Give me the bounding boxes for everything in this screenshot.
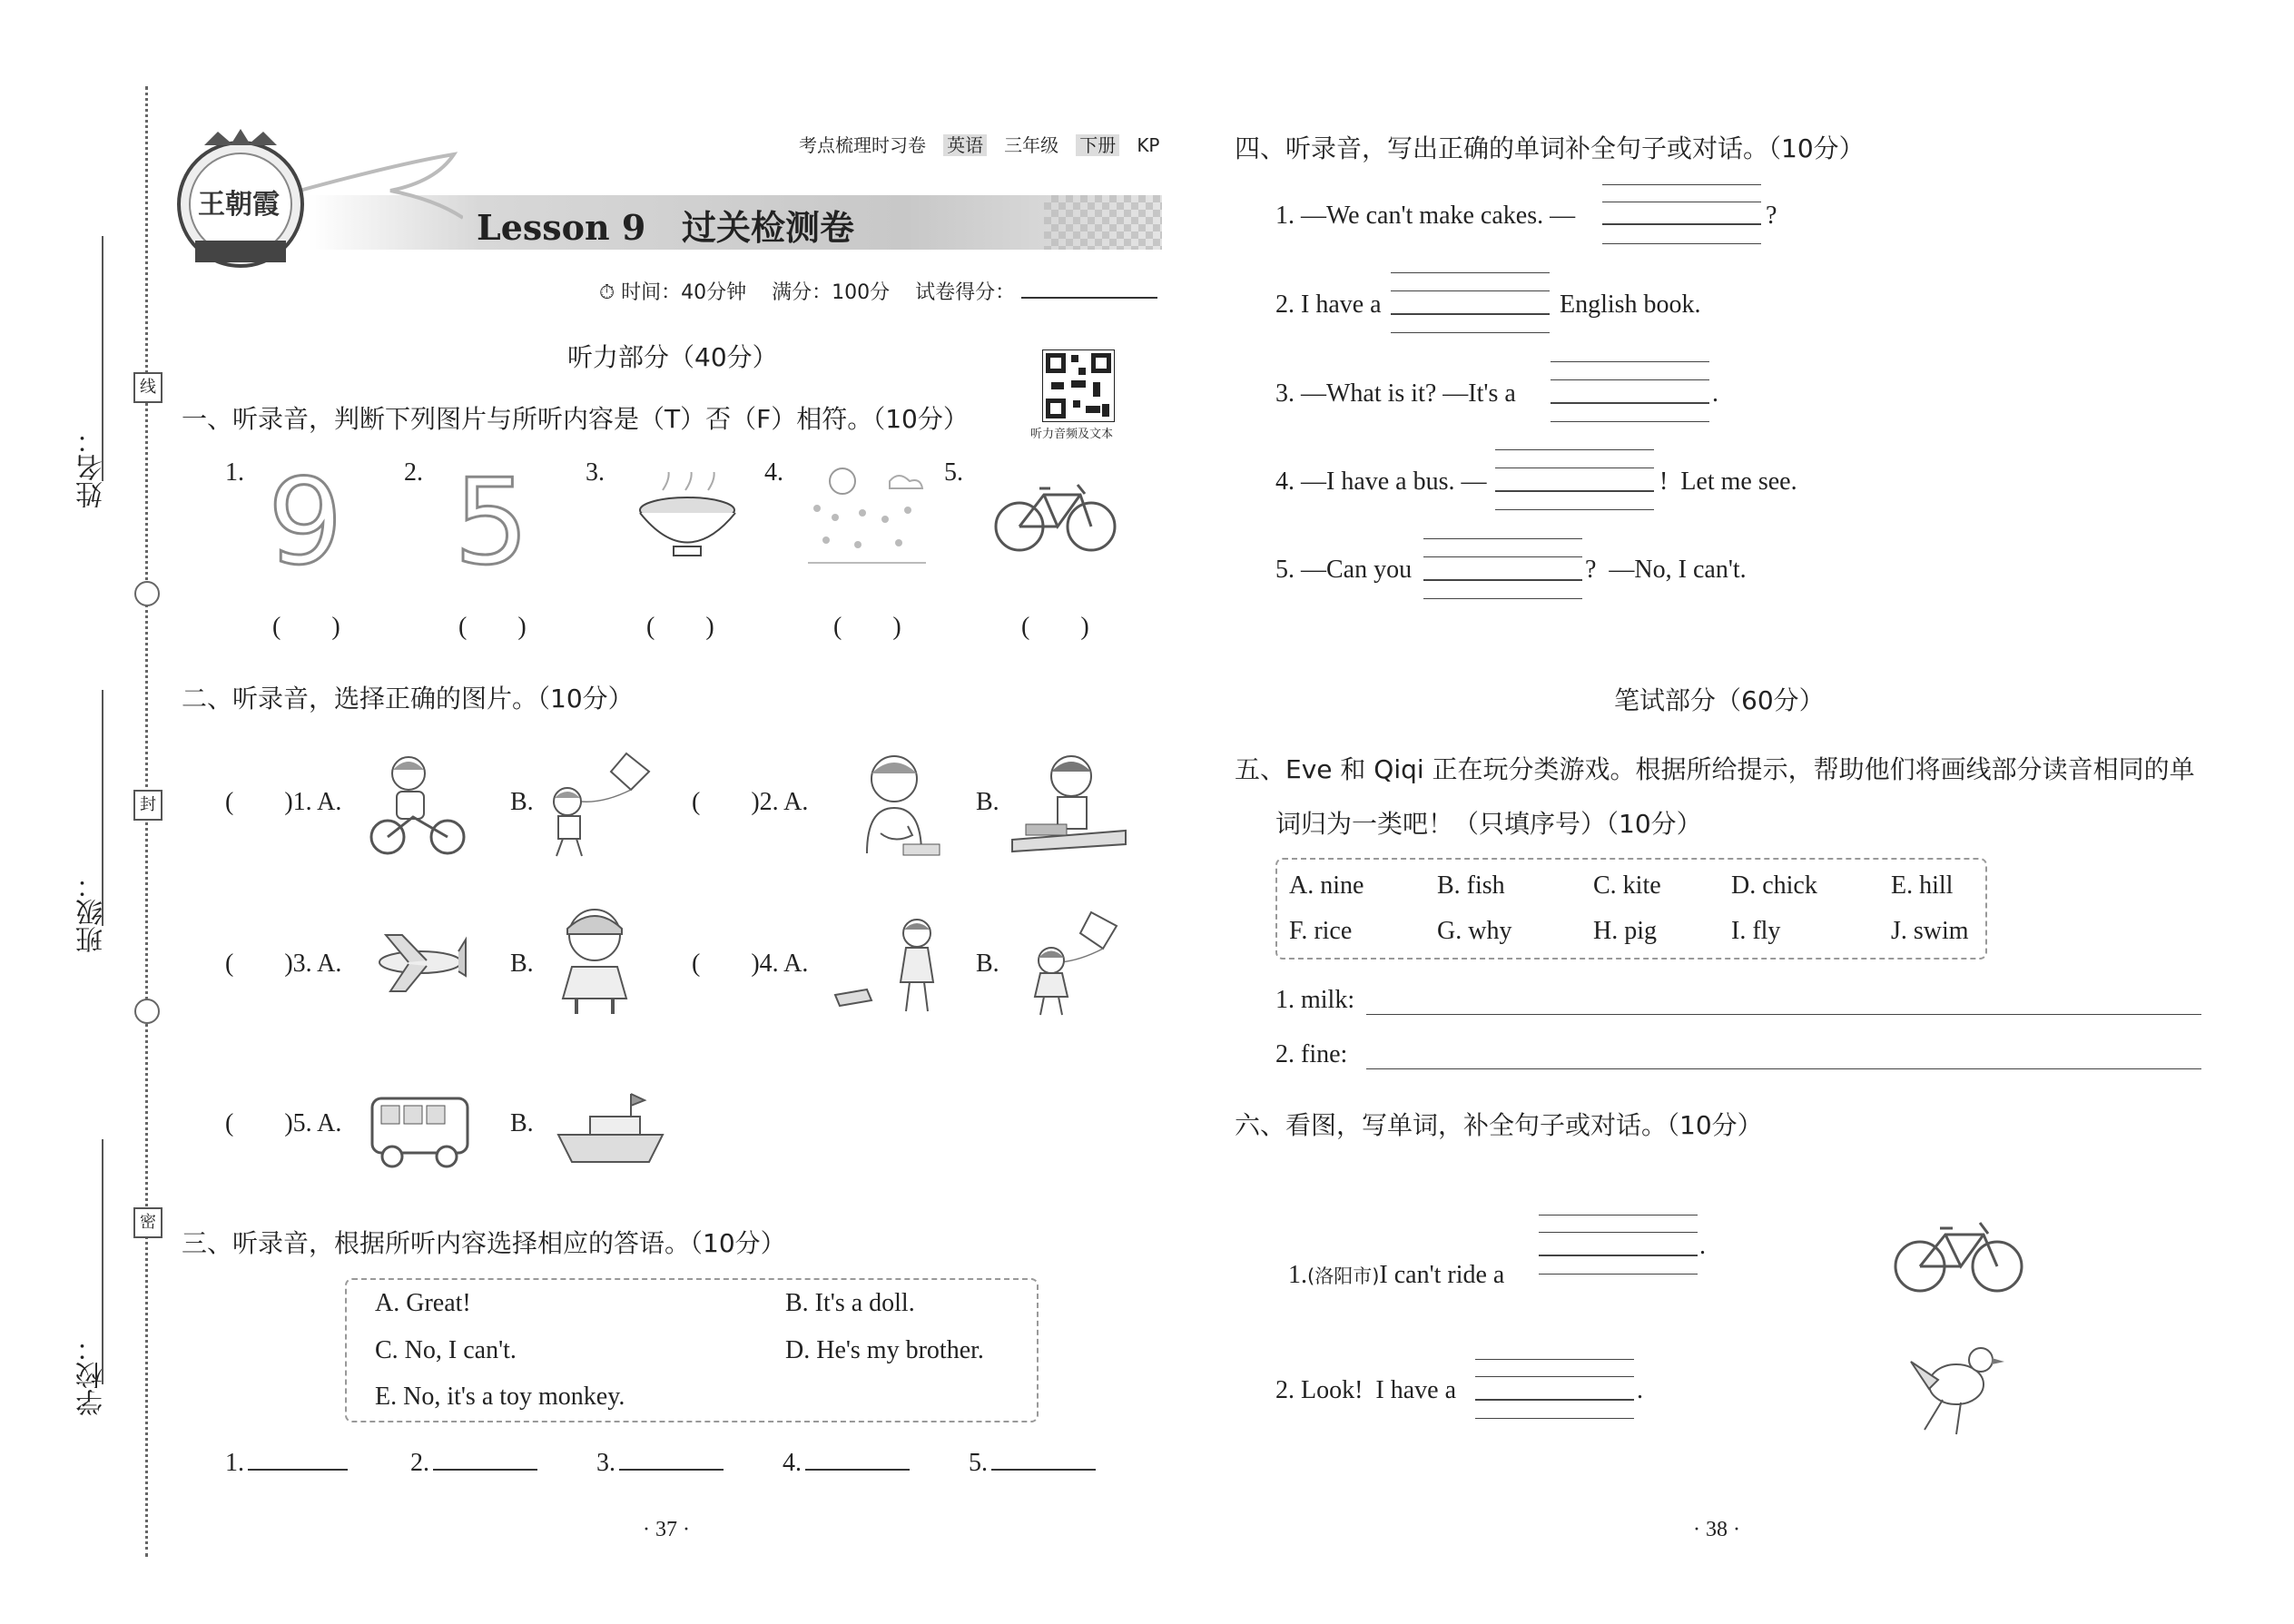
word-option: E. hill bbox=[1891, 871, 1954, 900]
score-blank[interactable] bbox=[1021, 297, 1157, 299]
class-label: 班级： bbox=[76, 871, 108, 953]
score-label: 试卷得分： bbox=[915, 281, 1016, 304]
guide-line bbox=[1551, 361, 1709, 362]
spring-scene-picture bbox=[799, 463, 935, 572]
writing-line[interactable] bbox=[1551, 402, 1709, 404]
answer-paren[interactable]: ( ) bbox=[458, 613, 527, 641]
answer-line[interactable] bbox=[1366, 1068, 2201, 1069]
guide-line bbox=[1495, 449, 1654, 450]
guide-line bbox=[1495, 509, 1654, 510]
guide-line bbox=[1602, 184, 1761, 185]
bus-picture bbox=[363, 1089, 477, 1171]
writing-line[interactable] bbox=[1602, 223, 1761, 225]
part1-num: 3. bbox=[586, 458, 605, 487]
boy-riding-bike-picture bbox=[368, 753, 468, 858]
option-b[interactable]: B. bbox=[510, 788, 534, 816]
page-number-right: · 38 · bbox=[1693, 1518, 1740, 1541]
number-five-picture: 5 bbox=[454, 453, 529, 591]
word-option: I. fly bbox=[1731, 917, 1781, 945]
checker-decoration bbox=[1044, 195, 1162, 250]
part3-answer[interactable] bbox=[596, 1449, 724, 1478]
full-score-label: 满分：100分 bbox=[772, 281, 891, 304]
guide-line bbox=[1391, 332, 1550, 333]
part4-line-5-text: 5. —Can you bbox=[1275, 556, 1413, 584]
guide-line bbox=[1423, 598, 1582, 599]
bird-picture bbox=[1906, 1334, 2011, 1439]
part4-line-4-end: ! Let me see. bbox=[1659, 468, 1797, 496]
binding-hole-icon bbox=[134, 581, 160, 606]
part3-option: E. No, it's a toy monkey. bbox=[375, 1383, 625, 1411]
word-option: B. fish bbox=[1437, 871, 1505, 900]
guide-line bbox=[1551, 421, 1709, 422]
exam-info bbox=[599, 277, 1157, 305]
part6-q1-text: I can't ride a bbox=[1379, 1261, 1505, 1289]
part3-option: C. No, I can't. bbox=[375, 1336, 517, 1364]
guide-line bbox=[1475, 1418, 1634, 1419]
grade-label: 三年级 bbox=[1004, 134, 1059, 156]
part6-q1-end: . bbox=[1699, 1232, 1706, 1260]
part5-heading-cont: 词归为一类吧！（只填序号）（10分） bbox=[1275, 809, 1702, 839]
region-tag: (洛阳市) bbox=[1307, 1265, 1380, 1287]
boy-eating-picture bbox=[844, 753, 944, 858]
part6-heading: 六、看图，写单词，补全句子或对话。（10分） bbox=[1235, 1110, 1763, 1140]
part5-q2: 2. fine: bbox=[1275, 1040, 1348, 1068]
qr-code-icon bbox=[1042, 349, 1115, 422]
answer-paren[interactable]: ( ) bbox=[646, 613, 714, 641]
binding-dotted-line bbox=[145, 86, 148, 1557]
toy-plane-picture bbox=[368, 926, 468, 999]
answer-line[interactable] bbox=[1366, 1014, 2201, 1015]
part4-heading: 四、听录音，写出正确的单词补全句子或对话。（10分） bbox=[1235, 133, 1865, 163]
part4-line-1-end: ? bbox=[1766, 202, 1777, 230]
writing-line[interactable] bbox=[1475, 1399, 1634, 1401]
part3-option: A. Great! bbox=[375, 1289, 471, 1317]
part6-q2-text: 2. Look! I have a bbox=[1275, 1376, 1457, 1404]
part2-item[interactable]: ( )5. A. bbox=[225, 1109, 342, 1137]
answer-paren[interactable]: ( ) bbox=[272, 613, 340, 641]
part3-answer[interactable] bbox=[969, 1449, 1096, 1478]
part1-num: 1. bbox=[225, 458, 244, 487]
subject-label: 英语 bbox=[943, 134, 987, 156]
writing-line[interactable] bbox=[1423, 579, 1582, 581]
part4-line-1-text: 1. —We can't make cakes. — bbox=[1275, 202, 1576, 230]
part1-heading: 一、听录音，判断下列图片与所听内容是（T）否（F）相符。（10分） bbox=[182, 404, 969, 434]
part4-line-5-end: ? —No, I can't. bbox=[1585, 556, 1747, 584]
part2-item[interactable]: ( )3. A. bbox=[225, 950, 342, 978]
part3-option: B. It's a doll. bbox=[785, 1289, 915, 1317]
part2-item[interactable]: ( )4. A. bbox=[692, 950, 809, 978]
binding-mark-2: 封 bbox=[133, 790, 162, 821]
part6-q2-end: . bbox=[1637, 1376, 1643, 1404]
guide-line bbox=[1391, 272, 1550, 273]
guide-line bbox=[1551, 379, 1709, 380]
part2-item[interactable]: ( )1. A. bbox=[225, 788, 342, 816]
guide-line bbox=[1475, 1359, 1634, 1360]
word-option: F. rice bbox=[1289, 917, 1353, 945]
word-option: A. nine bbox=[1289, 871, 1364, 900]
word-option: H. pig bbox=[1593, 917, 1657, 945]
guide-line bbox=[1391, 290, 1550, 291]
girl-flying-kite-picture bbox=[1017, 908, 1126, 1017]
writing-line[interactable] bbox=[1539, 1255, 1698, 1256]
part2-item[interactable]: ( )2. A. bbox=[692, 788, 809, 816]
page-title: Lesson 9 过关检测卷 bbox=[477, 207, 855, 248]
doll-picture bbox=[549, 903, 640, 1017]
part6-q1-num: 1. bbox=[1288, 1261, 1307, 1289]
girl-with-toy-picture bbox=[826, 917, 953, 1017]
part3-answer[interactable] bbox=[410, 1449, 537, 1478]
part1-num: 4. bbox=[764, 458, 783, 487]
answer-blank[interactable] bbox=[248, 1469, 348, 1471]
guide-line bbox=[1475, 1376, 1634, 1377]
qr-caption: 听力音频及文本 bbox=[1030, 428, 1114, 441]
part3-num: 2. bbox=[410, 1449, 429, 1477]
part4-line-3-end: . bbox=[1712, 379, 1718, 408]
part3-answer[interactable] bbox=[783, 1449, 910, 1478]
writing-line[interactable] bbox=[1391, 313, 1550, 315]
answer-blank[interactable] bbox=[433, 1469, 537, 1471]
option-b[interactable]: B. bbox=[510, 1109, 534, 1137]
binding-mark-3: 密 bbox=[133, 1207, 162, 1238]
series-label: 考点梳理时习卷 bbox=[799, 134, 926, 156]
listening-heading: 听力部分（40分） bbox=[567, 342, 778, 372]
part4-line-2-text: 2. I have a bbox=[1275, 290, 1382, 319]
option-b[interactable]: B. bbox=[976, 788, 999, 816]
option-b[interactable]: B. bbox=[510, 950, 534, 978]
word-option: C. kite bbox=[1593, 871, 1661, 900]
answer-blank[interactable] bbox=[805, 1469, 910, 1471]
guide-line bbox=[1539, 1215, 1698, 1216]
boy-drawing-picture bbox=[1008, 753, 1130, 853]
writing-line[interactable] bbox=[1495, 490, 1654, 492]
bicycle-picture bbox=[1893, 1212, 2024, 1294]
part1-num: 5. bbox=[944, 458, 963, 487]
guide-line bbox=[1423, 556, 1582, 557]
name-label: 姓名： bbox=[76, 427, 108, 508]
volume-label: 下册 bbox=[1076, 134, 1119, 156]
part3-option: D. He's my brother. bbox=[785, 1336, 984, 1364]
answer-blank[interactable] bbox=[619, 1469, 724, 1471]
binding-mark-1: 线 bbox=[133, 372, 162, 403]
part3-num: 3. bbox=[596, 1449, 615, 1477]
part2-heading: 二、听录音，选择正确的图片。（10分） bbox=[182, 684, 634, 714]
option-b[interactable]: B. bbox=[976, 950, 999, 978]
part4-line-4-text: 4. —I have a bus. — bbox=[1275, 468, 1487, 496]
number-nine-picture: 9 bbox=[268, 453, 343, 591]
part5-heading: 五、Eve 和 Qiqi 正在玩分类游戏。根据所给提示，帮助他们将画线部分读音相同的单 bbox=[1235, 754, 2195, 784]
edition-label: KP bbox=[1137, 134, 1160, 156]
word-option: D. chick bbox=[1731, 871, 1817, 900]
writing-heading: 笔试部分（60分） bbox=[1614, 685, 1825, 715]
part3-num: 4. bbox=[783, 1449, 802, 1477]
guide-line bbox=[1539, 1232, 1698, 1233]
part3-answer[interactable] bbox=[225, 1449, 348, 1478]
bicycle-picture bbox=[994, 472, 1117, 554]
word-option: G. why bbox=[1437, 917, 1512, 945]
guide-line bbox=[1602, 243, 1761, 244]
ship-picture bbox=[554, 1089, 667, 1171]
part3-num: 5. bbox=[969, 1449, 988, 1477]
part3-heading: 三、听录音，根据所听内容选择相应的答语。（10分） bbox=[182, 1228, 786, 1258]
header-meta bbox=[799, 131, 1160, 157]
part4-line-2-end: English book. bbox=[1560, 290, 1701, 319]
guide-line bbox=[1539, 1274, 1698, 1275]
answer-paren[interactable]: ( ) bbox=[1021, 613, 1089, 641]
clock-icon: ⏱ bbox=[599, 281, 615, 304]
school-label: 学校： bbox=[76, 1334, 108, 1416]
guide-line bbox=[1423, 538, 1582, 539]
rice-bowl-picture bbox=[635, 472, 740, 563]
binding-hole-icon bbox=[134, 999, 160, 1024]
boy-flying-kite-picture bbox=[540, 749, 658, 858]
page-number-left: · 37 · bbox=[643, 1518, 690, 1541]
answer-blank[interactable] bbox=[991, 1469, 1096, 1471]
part3-num: 1. bbox=[225, 1449, 244, 1477]
time-label: 时间：40分钟 bbox=[621, 281, 747, 304]
word-option: J. swim bbox=[1891, 917, 1969, 945]
part4-line-3-text: 3. —What is it? —It's a bbox=[1275, 379, 1516, 408]
part1-num: 2. bbox=[404, 458, 423, 487]
brand-name: 王朝霞 bbox=[198, 189, 280, 221]
answer-paren[interactable]: ( ) bbox=[833, 613, 901, 641]
part5-q1: 1. milk: bbox=[1275, 986, 1355, 1014]
part6-q1 bbox=[1275, 1232, 1504, 1290]
